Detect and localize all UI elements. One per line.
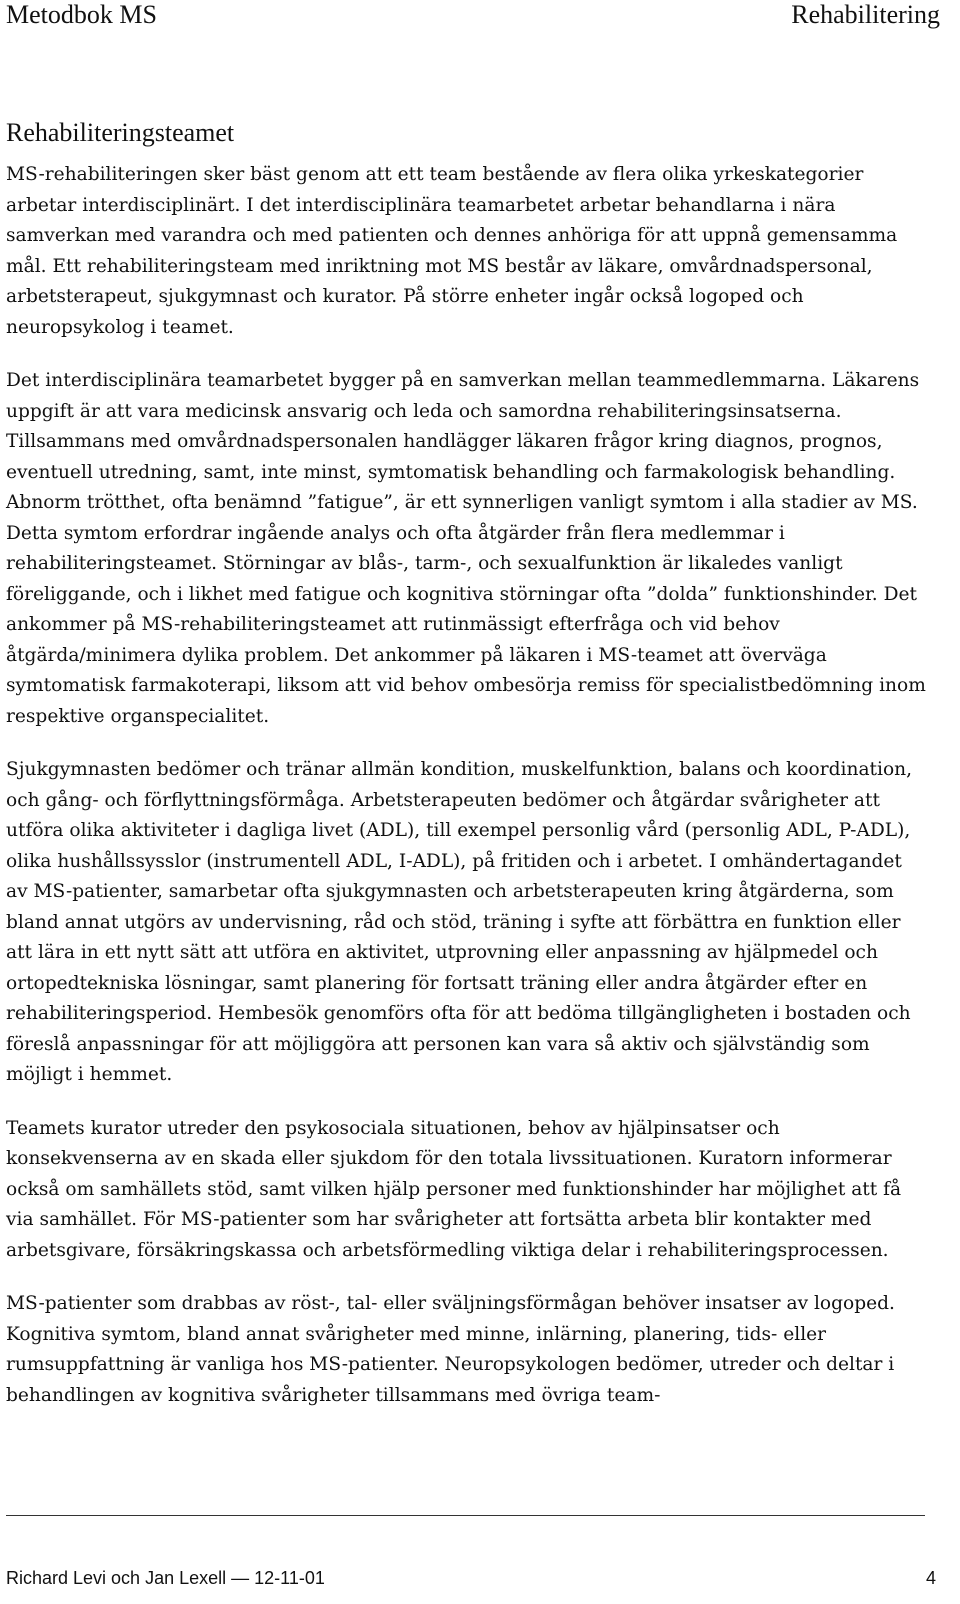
paragraph-physio-ot-role: Sjukgymnasten bedömer och tränar allmän kondition, muskelfunktion, balans och koordination, och gång- och förflyttningsförmåga. Arbetsterapeuten bedömer och åtgärdar svårigheter att utföra olika aktiviteter i dagliga livet (ADL), till exempel personlig vård (personlig ADL, P-ADL), olika hushållssysslor (instrumentell ADL, I-ADL), på fritiden och i arbetet. I omhändertagandet av MS-patienter, samarbetar ofta sjukgymnasten och arbetsterapeuten kring åtgärderna, som bland annat utgörs av undervisning, råd och stöd, träning i syfte att förbättra en funktion eller att lära in ett nytt sätt att utföra en aktivitet, utprovning eller anpassning av hjälpmedel och ortopedtekniska lösningar, samt planering för fortsatt träning eller andra åtgärder efter en rehabiliteringsperiod. Hembesök genomförs ofta för att bedöma tillgängligheten i bostaden och föreslå anpassningar för att möjliggöra att personen kan vara så aktiv och självständig som möjligt i hemmet.: [6, 759, 913, 1085]
header-document-title: Metodbok MS: [6, 0, 157, 29]
footer-divider: [6, 1515, 925, 1516]
paragraph-team-intro: MS-rehabiliteringen sker bäst genom att ett team bestående av flera olika yrkeskategorier arbetar interdisciplinärt. I det interdisciplinära teamarbetet arbetar behandlarna i nära samverkan med varandra och med patienten och dennes anhöriga för att uppnå gemensamma mål. Ett rehabiliteringsteam med inriktning mot MS består av läkare, omvårdnadspersonal, arbetsterapeut, sjukgymnast och kurator. På större enheter ingår också logoped och neuropsykolog i teamet.: [6, 164, 898, 338]
page-header: [0, 0, 960, 40]
paragraph-speech-neuropsych-role: MS-patienter som drabbas av röst-, tal- eller sväljningsförmågan behöver insatser av logoped. Kognitiva symtom, bland annat svårigheter med minne, inlärning, planering, tids- eller rumsuppfattning är vanliga hos MS-patienter. Neuropsykologen bedömer, utreder och deltar i behandlingen av kognitiva svårigheter tillsammans med övriga team-: [6, 1293, 895, 1406]
page-footer: [0, 1566, 960, 1596]
section-heading: Rehabiliteringsteamet: [6, 118, 235, 147]
header-chapter-title: Rehabilitering: [791, 0, 940, 29]
paragraph-physician-role: Det interdisciplinära teamarbetet bygger på en samverkan mellan teammedlemmarna. Läkarens uppgift är att vara medicinsk ansvarig och leda och samordna rehabiliteringsinsatserna. Tillsammans med omvårdnadspersonalen handlägger läkaren frågor kring diagnos, prognos, eventuell utredning, samt, inte minst, symtomatisk behandling och farmakologisk behandling. Abnorm trötthet, ofta benämnd ”fatigue”, är ett synnerligen vanligt symtom i alla stadier av MS. Detta symtom erfordrar ingående analys och ofta åtgärder från flera medlemmar i rehabiliteringsteamet. Störningar av blås-, tarm-, och sexualfunktion är likaledes vanligt föreliggande, och i likhet med fatigue och kognitiva störningar ofta ”dolda” funktionshinder. Det ankommer på MS-rehabiliteringsteamet att rutinmässigt efterfråga och vid behov åtgärda/minimera dylika problem. Det ankommer på läkaren i MS-teamet att överväga symtomatisk farmakoterapi, liksom att vid behov ombesörja remiss för specialistbedömning inom respektive organspecialitet.: [6, 370, 926, 727]
body-text: [6, 160, 926, 1434]
paragraph-social-worker-role: Teamets kurator utreder den psykosociala situationen, behov av hjälpinsatser och konsekvenserna av en skada eller sjukdom för den totala livssituationen. Kuratorn informerar också om samhällets stöd, samt vilken hjälp personer med funktionshinder har möjlighet att få via samhället. För MS-patienter som har svårigheter att fortsätta arbeta blir kontakter med arbetsgivare, försäkringskassa och arbetsförmedling viktiga delar i rehabiliteringsprocessen.: [6, 1117, 902, 1261]
footer-authors-date: Richard Levi och Jan Lexell — 12-11-01: [6, 1568, 325, 1588]
footer-page-number: 4: [925, 1568, 936, 1588]
